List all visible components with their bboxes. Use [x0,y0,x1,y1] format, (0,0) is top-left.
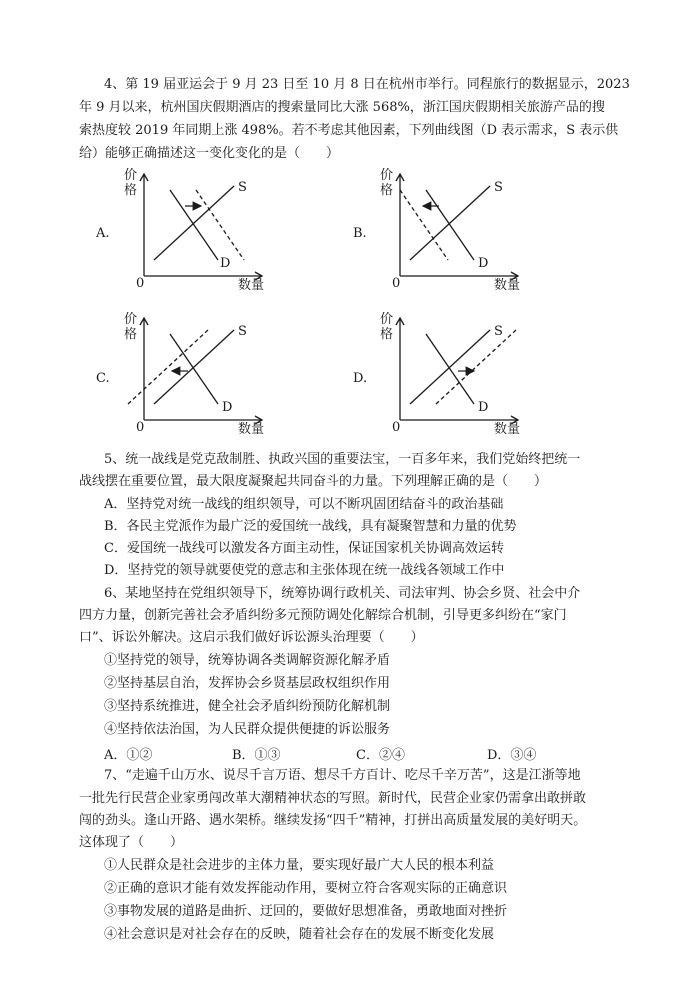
q6-answer-b[interactable]: B．①③ [232,748,281,763]
q6-item-1: ①坚持党的领导，统筹协调各类调解资源化解矛盾 [104,653,391,668]
q5-option-a[interactable]: A．坚持党对统一战线的组织领导，可以不断巩固团结奋斗的政治基础 [104,497,504,512]
y-axis-label-top: 价 [124,168,138,183]
q7-stem-line-4: 这体现了（ ） [79,835,184,850]
q5-stem-line-1: 5、统一战线是党克敌制胜、执政兴国的重要法宝，一百多年来，我们党始终把统一 [104,452,581,467]
supply-label: S [494,180,503,195]
q7-stem-line-3: 闯的劲头。逢山开路、遇水架桥。继续发扬“四千”精神，打拼出高质量发展的美好明天。 [79,813,587,828]
q5-option-d[interactable]: D．坚持党的领导就要使党的意志和主张体现在统一战线各领域工作中 [104,563,505,578]
demand-label: D [220,256,231,271]
demand-curve [426,334,474,404]
q7-item-2: ②正确的意识才能有效发挥能动作用，要树立符合客观实际的正确意识 [104,881,508,896]
option-c-label: C. [96,371,110,386]
q6-answer-a[interactable]: A．①② [104,748,153,763]
demand-label: D [478,400,489,415]
q5-option-b[interactable]: B．各民主党派作为最广泛的爱国统一战线，具有凝聚智慧和力量的优势 [104,519,517,534]
x-axis-label: 数量 [494,422,521,437]
supply-demand-graph-d [378,312,538,447]
q7-item-1: ①人民群众是社会进步的主体力量，要实现好最广大人民的根本利益 [104,858,495,873]
demand-label: D [478,256,489,271]
y-axis-label-top: 价 [380,168,394,183]
supply-label: S [494,324,503,339]
y-axis-label-bottom: 格 [380,327,394,342]
q6-item-2: ②坚持基层自治，发挥协会乡贤基层政权组织作用 [104,676,391,691]
q6-answer-d[interactable]: D．③④ [487,748,537,763]
q4-stem-line-4: 给）能够正确描述这一变化变化的是（ ） [79,146,340,161]
shifted-curve-dashed [128,330,208,404]
demand-curve [170,190,218,260]
option-a-label: A. [96,226,110,241]
q4-stem-line-3: 索热度较 2019 年同期上涨 498%。若不考虑其他因素，下列曲线图（D 表示需求，S 表示供 [79,123,619,138]
supply-curve [154,330,234,404]
y-axis-label-top: 价 [380,312,394,327]
y-axis-label-top: 价 [124,312,138,327]
q6-stem-line-2: 四方力量，创新完善社会矛盾纠纷多元预防调处化解综合机制，引导更多纠纷在“家门 [79,608,567,623]
y-axis-label-bottom: 格 [124,183,138,198]
q6-item-4: ④坚持依法治国，为人民群众提供便捷的诉讼服务 [104,722,391,737]
q7-item-3: ③事物发展的道路是曲折、迂回的，要做好思想准备，勇敢地面对挫折 [104,904,508,919]
x-axis-label: 数量 [494,278,521,293]
supply-demand-graph-a [122,168,282,303]
supply-curve [410,330,490,404]
q5-stem-line-2: 战线摆在重要位置，最大限度凝聚起共同奋斗的力量。下列理解正确的是（ ） [79,474,548,489]
q6-item-3: ③坚持系统推进，健全社会矛盾纠纷预防化解机制 [104,699,391,714]
option-b-label: B. [353,226,367,241]
shifted-curve-dashed [196,190,244,260]
y-axis-label-bottom: 格 [380,183,394,198]
origin-label: 0 [392,276,401,291]
demand-curve [170,334,218,404]
y-axis-label-bottom: 格 [124,327,138,342]
q4-stem-line-2: 年 9 月以来，杭州国庆假期酒店的搜索量同比大涨 568%，浙江国庆假期相关旅游产品的搜 [79,100,605,115]
q7-stem-line-1: 7、“走遍千山万水、说尽千言万语、想尽千方百计、吃尽千辛万苦”，这是江浙等地 [104,768,581,783]
origin-label: 0 [136,276,145,291]
q5-option-c[interactable]: C．爱国统一战线可以激发各方面主动性，保证国家机关协调高效运转 [104,541,504,556]
origin-label: 0 [392,420,401,435]
x-axis-label: 数量 [238,422,265,437]
demand-curve [426,190,474,260]
shifted-curve-dashed [400,190,448,260]
q6-stem-line-1: 6、某地坚持在党组织领导下，统筹协调行政机关、司法审判、协会乡贤、社会中介 [104,586,581,601]
supply-curve [154,186,234,260]
supply-curve [410,186,490,260]
x-axis-label: 数量 [238,278,265,293]
supply-label: S [238,180,247,195]
option-d-label: D. [353,371,368,386]
origin-label: 0 [136,420,145,435]
supply-demand-graph-b [378,168,538,303]
q7-stem-line-2: 一批先行民营企业家勇闯改革大潮精神状态的写照。新时代，民营企业家仍需拿出敢拼敢 [79,791,587,806]
q6-stem-line-3: 口”、诉讼外解决。这启示我们做好诉讼源头治理要（ ） [79,630,424,645]
q6-answer-c[interactable]: C．②④ [356,748,405,763]
supply-demand-graph-c [122,312,282,447]
demand-label: D [222,400,233,415]
supply-label: S [238,324,247,339]
q4-stem-line-1: 4、第 19 届亚运会于 9 月 23 日至 10 月 8 日在杭州市举行。同程旅行的数据显示，2023 [104,77,630,92]
q7-item-4: ④社会意识是对社会存在的反映，随着社会存在的发展不断变化发展 [104,927,495,942]
